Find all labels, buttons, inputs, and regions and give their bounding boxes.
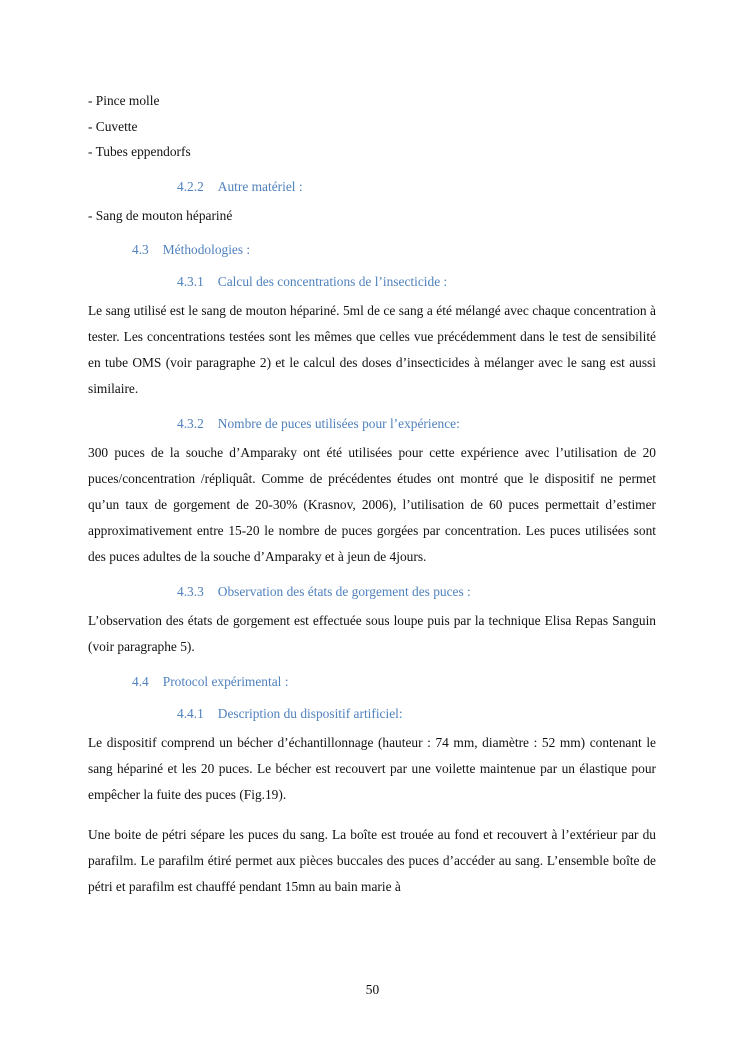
heading-4-3-2	[177, 414, 656, 434]
paragraph-4-3-2: 300 puces de la souche d’Amparaky ont été utilisées pour cette expérience avec l’utilisation de 20 puces/concentration /répliquât. Comme de précédentes études ont montré que le dispositif ne permet qu’un taux de gorgement de 20-30% (Krasnov, 2006), l’utilisation de 60 puces permettait d’estimer approximativement entre 15-20 le nombre de puces gorgées par concentration. Les puces utilisées sont des puces adultes de la souche d’Amparaky et à jeun de 4jours.	[88, 445, 656, 564]
heading-title: Méthodologies :	[162, 242, 251, 257]
heading-4-3	[132, 240, 656, 260]
heading-number: 4.3.2	[177, 416, 204, 431]
heading-title: Protocol expérimental :	[162, 674, 289, 689]
list-item: - Sang de mouton hépariné	[88, 207, 233, 223]
list-item: - Pince molle	[88, 93, 160, 108]
materials-list	[88, 88, 656, 165]
heading-title: Calcul des concentrations de l’insecticide :	[217, 274, 448, 289]
heading-number: 4.3.1	[177, 274, 204, 289]
heading-4-3-3	[177, 582, 656, 602]
heading-number: 4.4.1	[177, 706, 204, 721]
paragraph-4-3-1: Le sang utilisé est le sang de mouton hépariné. 5ml de ce sang a été mélangé avec chaque concentration à tester. Les concentrations testées sont les mêmes que celles vue précédemment dans le test de sensibilité en tube OMS (voir paragraphe 2) et le calcul des doses d’insecticides à mélanger avec le sang est aussi similaire.	[88, 303, 656, 396]
list-item: - Cuvette	[88, 118, 138, 134]
heading-number: 4.3.3	[177, 584, 204, 599]
list-item: - Tubes eppendorfs	[88, 144, 191, 159]
heading-number: 4.4	[132, 674, 149, 689]
paragraph-4-3-3: L’observation des états de gorgement est effectuée sous loupe puis par la technique Elisa Repas Sanguin (voir paragraphe 5).	[88, 613, 656, 654]
heading-number: 4.3	[132, 242, 149, 257]
heading-title: Autre matériel :	[217, 178, 303, 194]
heading-title: Nombre de puces utilisées pour l’expérience:	[217, 416, 460, 431]
heading-4-4	[132, 672, 656, 692]
page-number: 50	[365, 982, 380, 997]
heading-4-4-1	[177, 704, 656, 724]
heading-title: Observation des états de gorgement des puces :	[217, 584, 471, 599]
heading-title: Description du dispositif artificiel:	[217, 706, 403, 721]
document-page	[88, 88, 656, 900]
paragraph-4-4-1-b: Une boite de pétri sépare les puces du sang. La boîte est trouée au fond et recouvert à l’extérieur par du parafilm. Le parafilm étiré permet aux pièces buccales des puces d’accéder au sang. L’ensemble boîte de pétri et parafilm est chauffé pendant 15mn au bain marie à	[88, 827, 656, 894]
paragraph-4-4-1-a: Le dispositif comprend un bécher d’échantillonnage (hauteur : 74 mm, diamètre : 52 mm) contenant le sang hépariné et les 20 puces. Le bécher est recouvert par une voilette maintenue par un élastique pour empêcher la fuite des puces (Fig.19).	[88, 735, 656, 802]
heading-4-3-1	[177, 272, 656, 292]
heading-number: 4.2.2	[177, 178, 204, 194]
heading-4-2-2	[177, 177, 656, 197]
